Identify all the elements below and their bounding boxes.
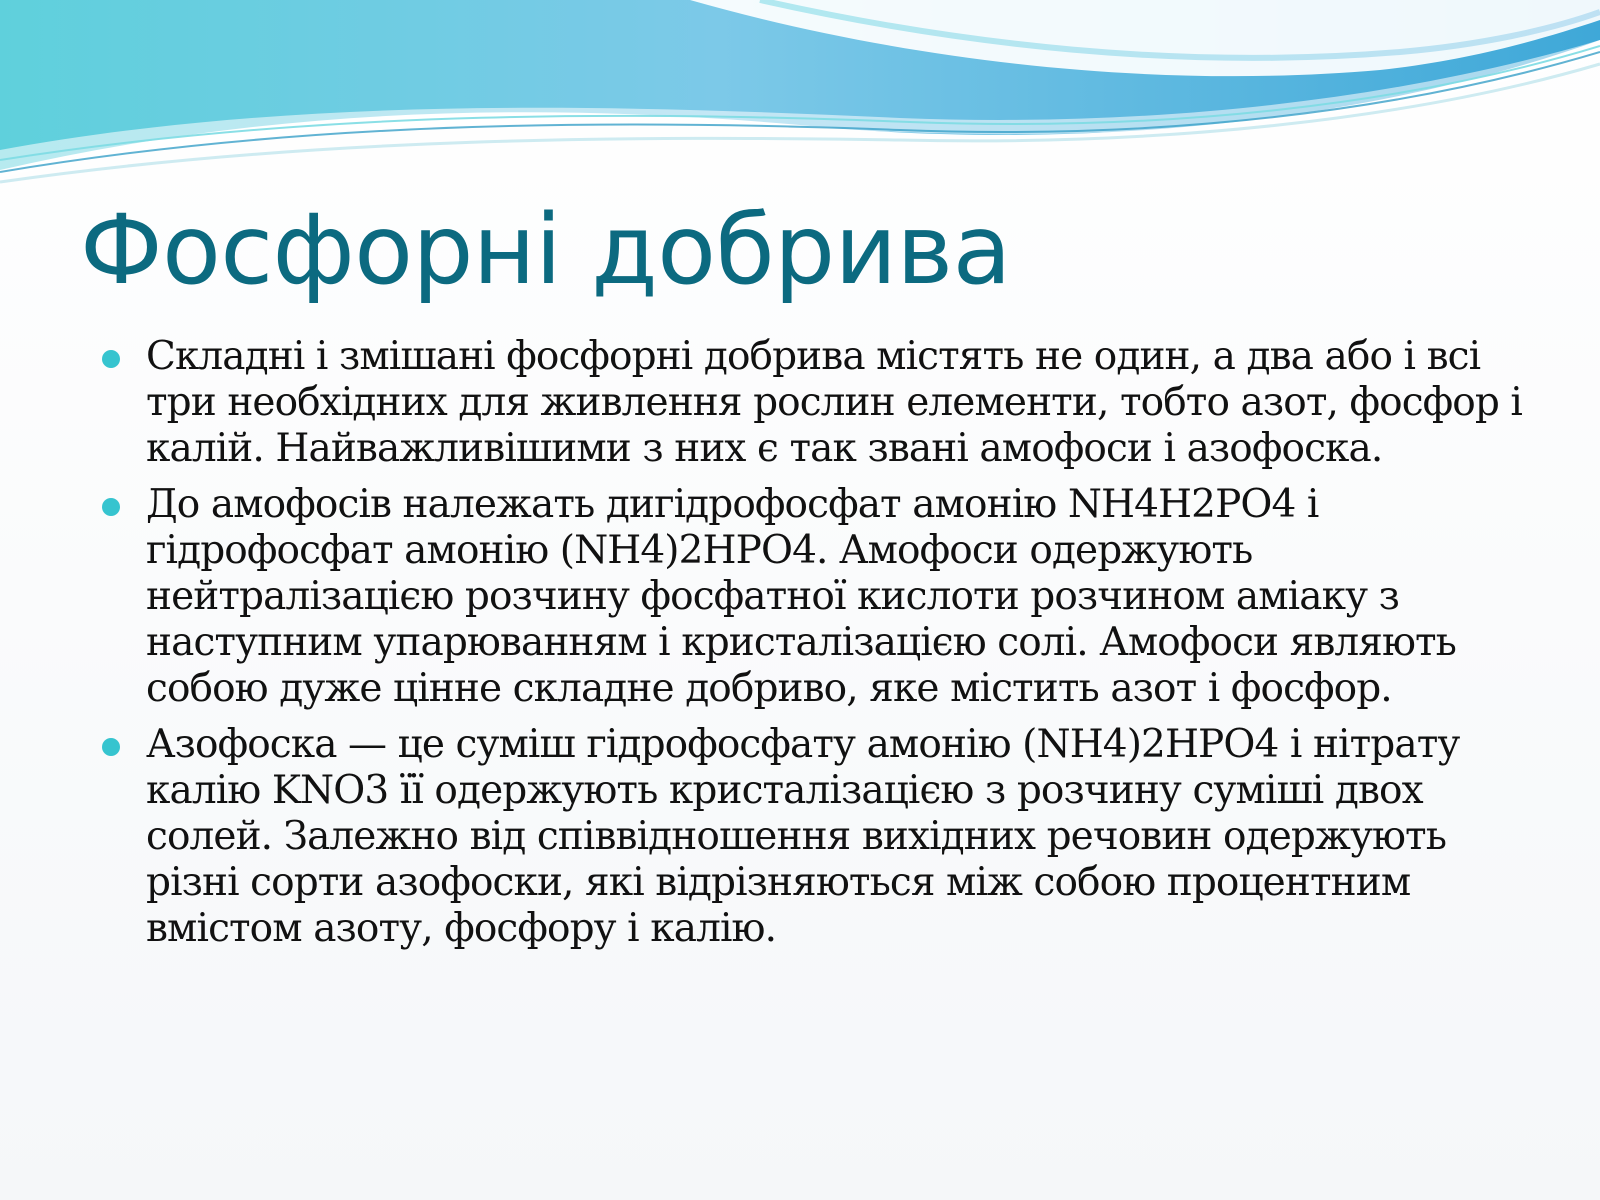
bullet-text: До амофосів належать дигідрофосфат амонію NH4H2PO4 і гідрофосфат амонію (NH4)2HPO4. Амофоси одержують нейтралізацією розчину фосфатної кислоти розчином аміаку з наступним упарюванням і кристалізацією солі. Амофоси являють собою дуже цінне складне добриво, яке містить азот і фосфор. [146,482,1457,711]
bullet-icon [102,738,120,756]
decorative-wave-header [0,0,1600,190]
slide-title: Фосфорні добрива [80,194,1011,306]
bullet-item [102,482,1522,712]
bullet-list [102,334,1522,962]
bullet-item [102,722,1522,952]
bullet-icon [102,498,120,516]
bullet-text: Складні і змішані фосфорні добрива містять не один, а два або і всі три необхідних для живлення рослин елементи, тобто азот, фосфор і калій. Найважливішими з них є так звані амофоси і азофоска. [146,334,1522,471]
bullet-icon [102,350,120,368]
bullet-text: Азофоска — це суміш гідрофосфату амонію (NH4)2HPO4 і нітрату калію KNO3 її одержують кристалізацією з розчину суміші двох солей. Залежно від співвідношення вихідних речовин одержують різні сорти азофоски, які відрізняються між собою процентним вмістом азоту, фосфору і калію. [146,722,1460,951]
bullet-item [102,334,1522,472]
